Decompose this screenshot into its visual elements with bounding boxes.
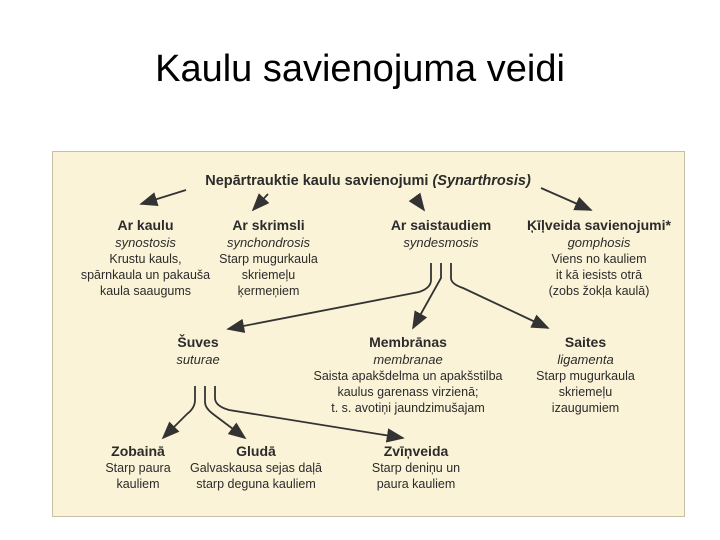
node-latin: ligamenta bbox=[557, 352, 614, 367]
node-desc-line: it kā iesists otrā bbox=[555, 268, 643, 282]
node-ligamenta bbox=[523, 334, 648, 416]
node-desc-line: kauliem bbox=[116, 477, 160, 491]
node-desc-line: kaulus garenass virzienā; bbox=[337, 385, 479, 399]
node-title: Ķīļveida savienojumi* bbox=[527, 217, 671, 233]
node-desc-line: skriemeļu bbox=[241, 268, 296, 282]
node-desc-line: Starp paura bbox=[105, 461, 171, 475]
node-syndesmosis bbox=[371, 217, 511, 251]
node-desc-line: Galvaskausa sejas daļā bbox=[189, 461, 323, 475]
arrow-root-synostosis bbox=[141, 190, 186, 204]
node-title: Zvīņveida bbox=[383, 443, 449, 459]
node-title: Saites bbox=[564, 334, 607, 350]
node-membranae bbox=[298, 334, 518, 416]
node-title: Ar skrimsli bbox=[232, 217, 305, 233]
arrow-suturae-zobaina bbox=[163, 386, 195, 438]
node-desc-line: Starp mugurkaula bbox=[536, 369, 635, 383]
arrow-root-synchondrosis bbox=[253, 194, 268, 210]
slide-title: Kaulu savienojuma veidi bbox=[155, 48, 565, 90]
root-label: Nepārtrauktie kaulu savienojumi bbox=[205, 173, 429, 189]
node-synostosis bbox=[73, 217, 218, 299]
node-latin: membranae bbox=[373, 352, 443, 367]
node-title: Membrānas bbox=[369, 334, 447, 350]
arrow-syndesmosis-membranae bbox=[413, 263, 441, 328]
node-gomphosis bbox=[519, 217, 679, 299]
node-desc-line: kaula saaugums bbox=[99, 284, 192, 298]
node-desc-line: Viens no kauliem bbox=[551, 252, 647, 266]
node-latin: gomphosis bbox=[567, 235, 631, 250]
node-synchondrosis bbox=[206, 217, 331, 299]
node-title: Šuves bbox=[177, 334, 219, 350]
node-desc-line: t. s. avotiņi jaundzimušajam bbox=[331, 401, 485, 415]
node-desc-line: izaugumiem bbox=[551, 401, 620, 415]
node-desc-line: Saista apakšdelma un apakšstilba bbox=[313, 369, 503, 383]
node-title: Ar saistaudiem bbox=[390, 217, 492, 233]
arrow-root-syndesmosis bbox=[416, 199, 424, 210]
node-latin: syndesmosis bbox=[403, 235, 479, 250]
node-desc-line: ķermeņiem bbox=[237, 284, 300, 298]
node-gluda bbox=[181, 443, 331, 492]
node-title: Ar kaulu bbox=[117, 217, 174, 233]
node-desc-line: Starp deniņu un bbox=[371, 461, 461, 475]
node-desc-line: (zobs žokļa kaulā) bbox=[548, 284, 650, 298]
node-latin: synchondrosis bbox=[226, 235, 311, 250]
node-latin: synostosis bbox=[115, 235, 176, 250]
node-title: Gludā bbox=[236, 443, 276, 459]
node-desc-line: skriemeļu bbox=[558, 385, 613, 399]
node-desc-line: spārnkaula un pakauša bbox=[80, 268, 211, 282]
node-title: Zobainā bbox=[111, 443, 165, 459]
node-desc-line: Krustu kauls, bbox=[109, 252, 182, 266]
node-zvinveida bbox=[356, 443, 476, 492]
node-desc-line: Starp mugurkaula bbox=[219, 252, 318, 266]
node-latin: suturae bbox=[176, 352, 220, 367]
node-desc-line: starp deguna kauliem bbox=[196, 477, 316, 491]
arrow-root-gomphosis bbox=[541, 188, 591, 210]
node-desc-line: paura kauliem bbox=[376, 477, 456, 491]
diagram-panel bbox=[52, 151, 685, 517]
root-node bbox=[188, 173, 548, 189]
root-latin: (Synarthrosis) bbox=[432, 173, 531, 189]
node-zobaina bbox=[83, 443, 193, 492]
node-suturae bbox=[153, 334, 243, 368]
